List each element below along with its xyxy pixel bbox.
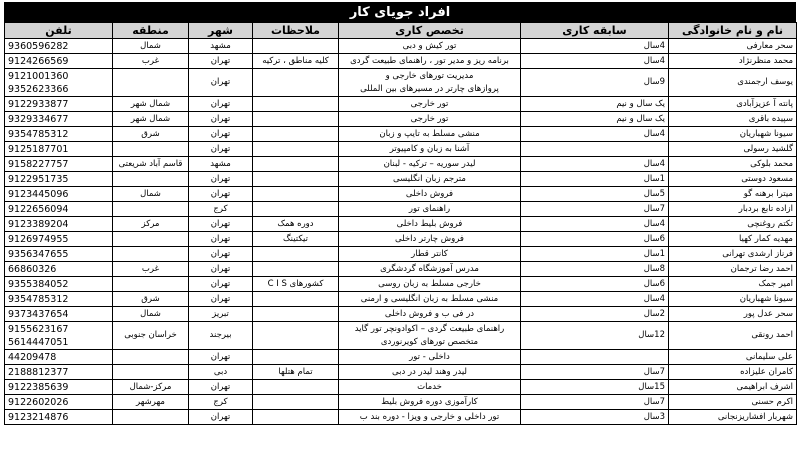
cell-experience: 4سال: [521, 292, 669, 307]
cell-phone-line: 9126974955: [8, 233, 69, 245]
cell-phone: [5, 69, 113, 97]
cell-city: تهران: [189, 292, 253, 307]
cell-city: مشهد: [189, 157, 253, 172]
cell-notes: [253, 39, 339, 54]
cell-specialty-line: منشی مسلط به زبان انگلیسی و ارمنی: [360, 293, 499, 304]
table-row: [5, 157, 797, 172]
cell-specialty-line: خدمات: [417, 381, 442, 392]
cell-phone-line: 44209478: [8, 351, 57, 363]
cell-phone-line: 2188812377: [8, 366, 69, 378]
cell-region: شمال: [113, 39, 189, 54]
cell-region: مرکز-شمال: [113, 380, 189, 395]
cell-notes: [253, 350, 339, 365]
title-bar: [4, 2, 796, 22]
sheet-title: افراد جویای کار: [349, 4, 451, 20]
cell-name: یوسف ارجمندی: [669, 69, 797, 97]
cell-name: سحر معارفی: [669, 39, 797, 54]
cell-experience: 4سال: [521, 127, 669, 142]
cell-phone-line: 9123389204: [8, 218, 69, 230]
cell-name: سحر عدل پور: [669, 307, 797, 322]
cell-specialty-line: تور خارجی: [410, 98, 449, 109]
cell-name: اشرف ابراهیمی: [669, 380, 797, 395]
cell-specialty-line: تور خارجی: [410, 113, 449, 124]
cell-phone: [5, 307, 113, 322]
cell-phone: [5, 247, 113, 262]
cell-specialty: [339, 97, 521, 112]
cell-name: گلشید رسولی: [669, 142, 797, 157]
cell-name: میترا برهنه گو: [669, 187, 797, 202]
cell-notes: تمام هتلها: [253, 365, 339, 380]
table-row: [5, 395, 797, 410]
cell-experience: 4سال: [521, 54, 669, 69]
cell-experience: 12سال: [521, 322, 669, 350]
cell-region: [113, 172, 189, 187]
cell-region: [113, 247, 189, 262]
header-row: [5, 23, 797, 39]
table-row: [5, 39, 797, 54]
cell-notes: [253, 69, 339, 97]
cell-phone-line: 9155623167: [8, 323, 69, 335]
cell-experience: 2سال: [521, 307, 669, 322]
cell-phone-line: 5614447051: [8, 336, 69, 348]
cell-experience: [521, 142, 669, 157]
cell-phone-line: 9354785312: [8, 293, 69, 305]
cell-phone-line: 9360596282: [8, 40, 69, 52]
table-row: [5, 54, 797, 69]
cell-specialty: [339, 395, 521, 410]
cell-name: ازاده تابع بردبار: [669, 202, 797, 217]
cell-specialty: [339, 69, 521, 97]
cell-phone-line: 9124266569: [8, 55, 69, 67]
cell-experience: 15سال: [521, 380, 669, 395]
cell-phone: [5, 322, 113, 350]
cell-city: تهران: [189, 380, 253, 395]
table-body: [5, 39, 797, 425]
cell-city: بیرجند: [189, 322, 253, 350]
cell-phone-line: 9354785312: [8, 128, 69, 140]
cell-notes: [253, 247, 339, 262]
cell-phone: [5, 395, 113, 410]
cell-specialty: [339, 187, 521, 202]
cell-phone: [5, 232, 113, 247]
cell-city: کرج: [189, 202, 253, 217]
cell-phone-line: 9329334677: [8, 113, 69, 125]
cell-phone-line: 9352623366: [8, 83, 69, 95]
cell-city: تهران: [189, 127, 253, 142]
cell-experience: 1سال: [521, 247, 669, 262]
cell-name: سیونا شهباریان: [669, 292, 797, 307]
cell-specialty-line: داخلی - تور: [409, 351, 450, 362]
cell-city: دبی: [189, 365, 253, 380]
cell-specialty-line: تور داخلی و خارجی و ویزا - دوره بند ب: [359, 411, 500, 422]
cell-experience: 7سال: [521, 202, 669, 217]
cell-phone-line: 66860326: [8, 263, 57, 275]
cell-city: تهران: [189, 217, 253, 232]
table-row: [5, 187, 797, 202]
cell-phone: [5, 262, 113, 277]
cell-name: محمد بلوکی: [669, 157, 797, 172]
cell-phone: [5, 97, 113, 112]
table-row: [5, 97, 797, 112]
cell-specialty-line: خارجی مسلط به زبان روسی: [378, 278, 481, 289]
cell-notes: [253, 112, 339, 127]
cell-name: شهربار افشاریزنجانی: [669, 410, 797, 425]
table-row: [5, 69, 797, 97]
jobseekers-table: [4, 22, 797, 425]
cell-region: شمال: [113, 187, 189, 202]
cell-phone-line: 9125187701: [8, 143, 69, 155]
cell-phone: [5, 350, 113, 365]
cell-specialty: [339, 350, 521, 365]
cell-phone-line: 9122656094: [8, 203, 69, 215]
cell-specialty-line: آشنا به زبان و کامپیوتر: [389, 143, 470, 154]
cell-experience: 6سال: [521, 277, 669, 292]
cell-region: [113, 410, 189, 425]
cell-region: [113, 277, 189, 292]
header-specialty: تخصص کاری: [339, 23, 521, 39]
table-row: [5, 410, 797, 425]
cell-phone: [5, 202, 113, 217]
cell-name: فرناز ارشدی تهرانی: [669, 247, 797, 262]
cell-phone: [5, 217, 113, 232]
cell-specialty-line: راهنمای طبیعت گردی – اکوادونچر تور گاید: [354, 323, 505, 334]
cell-specialty: [339, 142, 521, 157]
cell-phone: [5, 277, 113, 292]
cell-name: محمد منظرنژاد: [669, 54, 797, 69]
cell-specialty-line: مترجم زبان انگلیسی: [393, 173, 466, 184]
cell-experience: 3سال: [521, 410, 669, 425]
cell-phone: [5, 112, 113, 127]
cell-specialty-line: فروش داخلی: [405, 188, 454, 199]
table-row: [5, 247, 797, 262]
cell-specialty-line: برنامه ریز و مدیر تور ، راهنمای طبیعت گردی: [350, 55, 509, 66]
cell-phone-line: 9122385639: [8, 381, 69, 393]
cell-city: تهران: [189, 232, 253, 247]
cell-phone: [5, 292, 113, 307]
table-row: [5, 307, 797, 322]
cell-notes: [253, 97, 339, 112]
cell-notes: [253, 202, 339, 217]
cell-city: مشهد: [189, 39, 253, 54]
cell-phone: [5, 127, 113, 142]
cell-specialty-line: منشی مسلط به تایپ و زبان: [379, 128, 480, 139]
cell-name: احمد رونقی: [669, 322, 797, 350]
cell-experience: 7سال: [521, 365, 669, 380]
cell-phone: [5, 172, 113, 187]
cell-region: مرکز: [113, 217, 189, 232]
cell-experience: 7سال: [521, 395, 669, 410]
cell-notes: [253, 157, 339, 172]
cell-city: تهران: [189, 97, 253, 112]
cell-specialty: [339, 410, 521, 425]
cell-specialty: [339, 172, 521, 187]
cell-name: احمد رضا ترجمان: [669, 262, 797, 277]
cell-region: [113, 350, 189, 365]
cell-specialty: [339, 217, 521, 232]
cell-region: [113, 69, 189, 97]
cell-specialty: [339, 112, 521, 127]
cell-specialty: [339, 365, 521, 380]
cell-city: تهران: [189, 262, 253, 277]
cell-notes: کشورهای C I S: [253, 277, 339, 292]
cell-notes: [253, 187, 339, 202]
cell-notes: کلیه مناطق ، ترکیه: [253, 54, 339, 69]
cell-phone: [5, 187, 113, 202]
cell-phone-line: 9123214876: [8, 411, 69, 423]
cell-phone-line: 9158227757: [8, 158, 69, 170]
header-city: شهر: [189, 23, 253, 39]
table-row: [5, 322, 797, 350]
cell-specialty: [339, 380, 521, 395]
table-row: [5, 127, 797, 142]
cell-phone: [5, 380, 113, 395]
cell-notes: [253, 410, 339, 425]
cell-specialty-line: لیدر وهند لیدر در دبی: [392, 366, 467, 377]
cell-phone-line: 9122602026: [8, 396, 69, 408]
cell-specialty: [339, 157, 521, 172]
cell-city: تهران: [189, 410, 253, 425]
header-notes: ملاحظات: [253, 23, 339, 39]
cell-name: مسعود دوستی: [669, 172, 797, 187]
cell-specialty-line: در فی ب و فروش داخلی: [384, 308, 475, 319]
cell-region: [113, 232, 189, 247]
table-row: [5, 380, 797, 395]
table-row: [5, 142, 797, 157]
cell-notes: [253, 395, 339, 410]
cell-city: تبریز: [189, 307, 253, 322]
table-row: [5, 202, 797, 217]
cell-region: شمال: [113, 307, 189, 322]
cell-name: علی سلیمانی: [669, 350, 797, 365]
table-row: [5, 262, 797, 277]
cell-region: قاسم آباد شریعتی: [113, 157, 189, 172]
cell-city: تهران: [189, 247, 253, 262]
cell-specialty-line: لیدر سوریه – ترکیه - لبنان: [383, 158, 476, 169]
cell-city: تهران: [189, 187, 253, 202]
cell-name: کامران علیزاده: [669, 365, 797, 380]
cell-specialty-line: مدرس آموزشگاه گردشگری: [380, 263, 479, 274]
cell-specialty-line: مدیریت تورهای خارجی و: [385, 70, 474, 81]
cell-experience: 4سال: [521, 217, 669, 232]
cell-city: تهران: [189, 350, 253, 365]
cell-notes: [253, 127, 339, 142]
cell-region: مهرشهر: [113, 395, 189, 410]
cell-city: تهران: [189, 172, 253, 187]
cell-phone-line: 9122951735: [8, 173, 69, 185]
cell-experience: 1سال: [521, 172, 669, 187]
cell-city: تهران: [189, 54, 253, 69]
cell-notes: [253, 380, 339, 395]
cell-region: غرب: [113, 262, 189, 277]
cell-region: شمال شهر: [113, 112, 189, 127]
cell-specialty-line: فروش چارتر داخلی: [395, 233, 464, 244]
cell-name: تکتم روغنچی: [669, 217, 797, 232]
cell-phone-line: 9123445096: [8, 188, 69, 200]
table-row: [5, 350, 797, 365]
cell-experience: یک سال و نیم: [521, 97, 669, 112]
cell-name: مهدیه کمار کهیا: [669, 232, 797, 247]
cell-experience: 5سال: [521, 187, 669, 202]
cell-phone: [5, 39, 113, 54]
header-phone: تلفن: [5, 23, 113, 39]
cell-city: تهران: [189, 277, 253, 292]
cell-phone-line: 9373437654: [8, 308, 69, 320]
cell-specialty: [339, 39, 521, 54]
table-row: [5, 232, 797, 247]
cell-specialty: [339, 247, 521, 262]
cell-experience: 9سال: [521, 69, 669, 97]
table-row: [5, 292, 797, 307]
cell-phone-line: 9121001360: [8, 70, 69, 82]
cell-name: سپیده باقری: [669, 112, 797, 127]
cell-region: غرب: [113, 54, 189, 69]
cell-region: [113, 365, 189, 380]
cell-region: شرق: [113, 292, 189, 307]
cell-specialty-line: پروازهای چارتر در مسیرهای بین المللی: [360, 83, 499, 94]
cell-notes: [253, 172, 339, 187]
cell-phone: [5, 54, 113, 69]
cell-specialty-line: کارآموزی دوره فروش بلیط: [381, 396, 478, 407]
cell-specialty: [339, 277, 521, 292]
cell-notes: دوره همک: [253, 217, 339, 232]
header-name: نام و نام خانوادگی: [669, 23, 797, 39]
cell-specialty: [339, 127, 521, 142]
cell-specialty: [339, 322, 521, 350]
header-experience: سابقه کاری: [521, 23, 669, 39]
jobseekers-sheet: [4, 2, 796, 425]
cell-specialty: [339, 202, 521, 217]
cell-region: خراسان جنوبی: [113, 322, 189, 350]
cell-notes: [253, 142, 339, 157]
cell-specialty-line: تور کیش و دبی: [402, 40, 457, 51]
cell-experience: 6سال: [521, 232, 669, 247]
table-row: [5, 112, 797, 127]
table-row: [5, 217, 797, 232]
table-row: [5, 172, 797, 187]
cell-city: تهران: [189, 112, 253, 127]
cell-specialty: [339, 262, 521, 277]
cell-city: تهران: [189, 69, 253, 97]
header-region: منطقه: [113, 23, 189, 39]
cell-specialty: [339, 307, 521, 322]
cell-phone: [5, 365, 113, 380]
table-row: [5, 365, 797, 380]
cell-experience: [521, 350, 669, 365]
cell-region: [113, 202, 189, 217]
cell-notes: [253, 307, 339, 322]
cell-city: کرج: [189, 395, 253, 410]
cell-phone-line: 9122933877: [8, 98, 69, 110]
cell-specialty-line: متخصص تورهای کویرنوردی: [380, 336, 479, 347]
cell-phone: [5, 157, 113, 172]
table-row: [5, 277, 797, 292]
cell-specialty-line: فروش بلیط داخلی: [396, 218, 463, 229]
cell-experience: 4سال: [521, 39, 669, 54]
cell-phone: [5, 410, 113, 425]
cell-notes: تیکتینگ: [253, 232, 339, 247]
cell-experience: یک سال و نیم: [521, 112, 669, 127]
cell-name: سیونا شهباریان: [669, 127, 797, 142]
cell-region: شمال شهر: [113, 97, 189, 112]
cell-name: امیر جمک: [669, 277, 797, 292]
cell-name: پانته آ عزیزآبادی: [669, 97, 797, 112]
cell-notes: [253, 292, 339, 307]
cell-phone-line: 9356347655: [8, 248, 69, 260]
cell-specialty: [339, 54, 521, 69]
cell-specialty-line: کانتر قطار: [411, 248, 448, 259]
cell-notes: [253, 262, 339, 277]
cell-region: شرق: [113, 127, 189, 142]
cell-specialty: [339, 292, 521, 307]
cell-name: اکرم حسنی: [669, 395, 797, 410]
cell-phone-line: 9355384052: [8, 278, 69, 290]
cell-city: تهران: [189, 142, 253, 157]
cell-phone: [5, 142, 113, 157]
cell-region: [113, 142, 189, 157]
cell-experience: 8سال: [521, 262, 669, 277]
cell-experience: 4سال: [521, 157, 669, 172]
cell-specialty: [339, 232, 521, 247]
cell-specialty-line: راهنمای تور: [408, 203, 451, 214]
cell-notes: [253, 322, 339, 350]
